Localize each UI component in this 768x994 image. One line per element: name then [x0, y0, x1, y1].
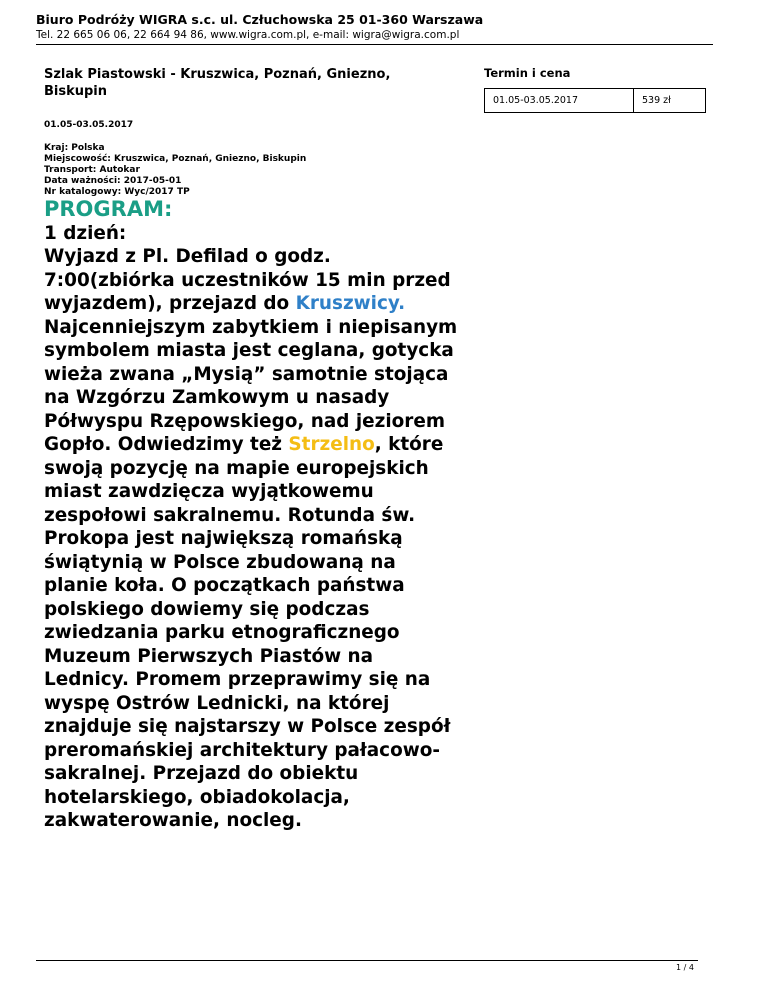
- trip-date: 01.05-03.05.2017: [44, 120, 134, 130]
- program-text-part: , które swoją pozycję na mapie europejskich miast zawdzięcza wyjątkowemu zespołowi sakralnemu. Rotunda św. Prokopa jest największą romańską świątynią w Polsce zbudowaną na planie koła. O początkach państwa polskiego dowiemy się podczas zwiedzania parku etnograficznego Muzeum Pierwszych Piastów na Lednicy. Promem przeprawimy się na wyspę Ostrów Lednicki, na której znajduje się najstarszy w Polsce zespół preromańskiej architektury pałacowo-sakralnej. Przejazd do obiektu hotelarskiego, obiadokolacja, zakwaterowanie, nocleg.: [44, 434, 451, 831]
- program-text-part: Najcenniejszym zabytkiem i niepisanym symbolem miasta jest ceglana, gotycka wieża zwana „Mysią” samotnie stojąca na Wzgórzu Zamkowym u nasady Półwyspu Rzępowskiego, nad jeziorem Gopło. Odwiedzimy też: [44, 316, 458, 455]
- detail-country: Kraj: Polska: [44, 143, 105, 153]
- page-number: 1 / 4: [676, 963, 694, 972]
- place-link-kruszwica[interactable]: Kruszwicy.: [295, 293, 406, 314]
- program-day-label: 1 dzień:: [44, 222, 127, 244]
- place-highlight-strzelno: Strzelno: [288, 434, 375, 455]
- pricing-heading: Termin i cena: [484, 66, 571, 80]
- price-table: [484, 88, 706, 113]
- price-date-cell: 01.05-03.05.2017: [485, 89, 634, 113]
- trip-title: Szlak Piastowski - Kruszwica, Poznań, Gniezno, Biskupin: [44, 67, 391, 99]
- program-text-part: Wyjazd z Pl. Defilad o godz. 7:00(zbiórka uczestników 15 min przed wyjazdem), przejazd do: [44, 246, 451, 314]
- trip-info: [44, 66, 444, 198]
- header-divider: [36, 44, 713, 45]
- program-section: [44, 198, 464, 833]
- agency-contact: Tel. 22 665 06 06, 22 664 94 86, www.wigra.com.pl, e-mail: wigra@wigra.com.pl: [36, 29, 460, 41]
- program-description: [44, 245, 464, 833]
- detail-transport: Transport: Autokar: [44, 165, 140, 175]
- pricing-panel: [484, 66, 706, 113]
- table-row: [485, 89, 706, 113]
- footer-divider: [36, 960, 698, 961]
- page-header: [36, 12, 716, 42]
- price-value-cell: 539 zł: [634, 89, 706, 113]
- detail-validity: Data ważności: 2017-05-01: [44, 176, 182, 186]
- detail-locations: Miejscowość: Kruszwica, Poznań, Gniezno, Biskupin: [44, 154, 307, 164]
- agency-title: Biuro Podróży WIGRA s.c. ul. Człuchowska 25 01-360 Warszawa: [36, 12, 484, 27]
- program-heading: PROGRAM:: [44, 197, 173, 221]
- trip-details: [44, 143, 444, 198]
- detail-catalog-number: Nr katalogowy: Wyc/2017 TP: [44, 187, 190, 197]
